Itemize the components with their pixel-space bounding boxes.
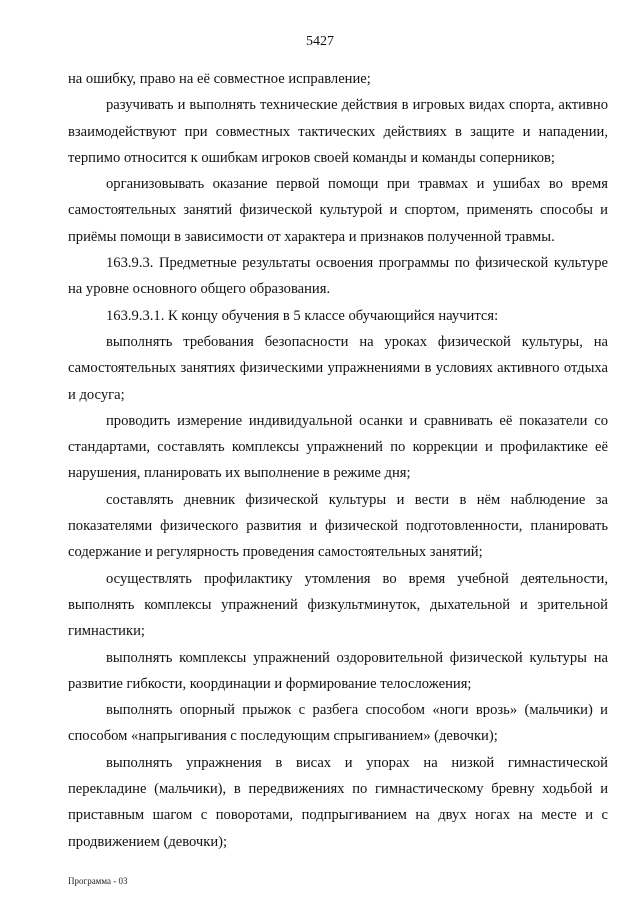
paragraph: составлять дневник физической культуры и вести в нём наблюдение за показателями физического развития и физической подготовленности, планировать содержание и регулярность проведения самостоятельных занятий; <box>68 491 608 561</box>
paragraph: выполнять опорный прыжок с разбега способом «ноги врозь» (мальчики) и способом «напрыгивания с последующим спрыгиванием» (девочки); <box>68 702 608 745</box>
body-text <box>68 66 608 855</box>
paragraph: разучивать и выполнять технические действия в игровых видах спорта, активно взаимодействуют при совместных тактических действиях в защите и нападении, терпимо относится к ошибкам игроков своей команды и команды соперников; <box>68 97 608 166</box>
paragraph: организовывать оказание первой помощи при травмах и ушибах во время самостоятельных занятий физической культурой и спортом, применять способы и приёмы помощи в зависимости от характера и признаков полученной травмы. <box>68 176 608 245</box>
paragraph-section-heading: 163.9.3. Предметные результаты освоения программы по физической культуре на уровне основного общего образования. <box>68 255 608 298</box>
paragraph: осуществлять профилактику утомления во время учебной деятельности, выполнять комплексы упражнений физкультминуток, дыхательной и зрительной гимнастики; <box>68 570 608 640</box>
paragraph: выполнять упражнения в висах и упорах на низкой гимнастической перекладине (мальчики), в передвижениях по гимнастическому бревну ходьбой и приставным шагом с поворотами, подпрыгиванием на двух ногах на месте и с продвижением (девочки); <box>68 754 608 850</box>
footer-label: Программа - 03 <box>68 876 128 886</box>
paragraph-continuation: на ошибку, право на её совместное исправление; <box>68 71 371 87</box>
paragraph: выполнять требования безопасности на уроках физической культуры, на самостоятельных занятиях физическими упражнениями в условиях активного отдыха и досуга; <box>68 333 608 403</box>
page-number: 5427 <box>306 34 334 49</box>
paragraph-subsection-heading: 163.9.3.1. К концу обучения в 5 классе обучающийся научится: <box>106 307 499 324</box>
paragraph: выполнять комплексы упражнений оздоровительной физической культуры на развитие гибкости, координации и формирование телосложения; <box>68 649 608 692</box>
paragraph: проводить измерение индивидуальной осанки и сравнивать её показатели со стандартами, составлять комплексы упражнений по коррекции и профилактике её нарушения, планировать их выполнение в режиме дня; <box>68 412 608 482</box>
